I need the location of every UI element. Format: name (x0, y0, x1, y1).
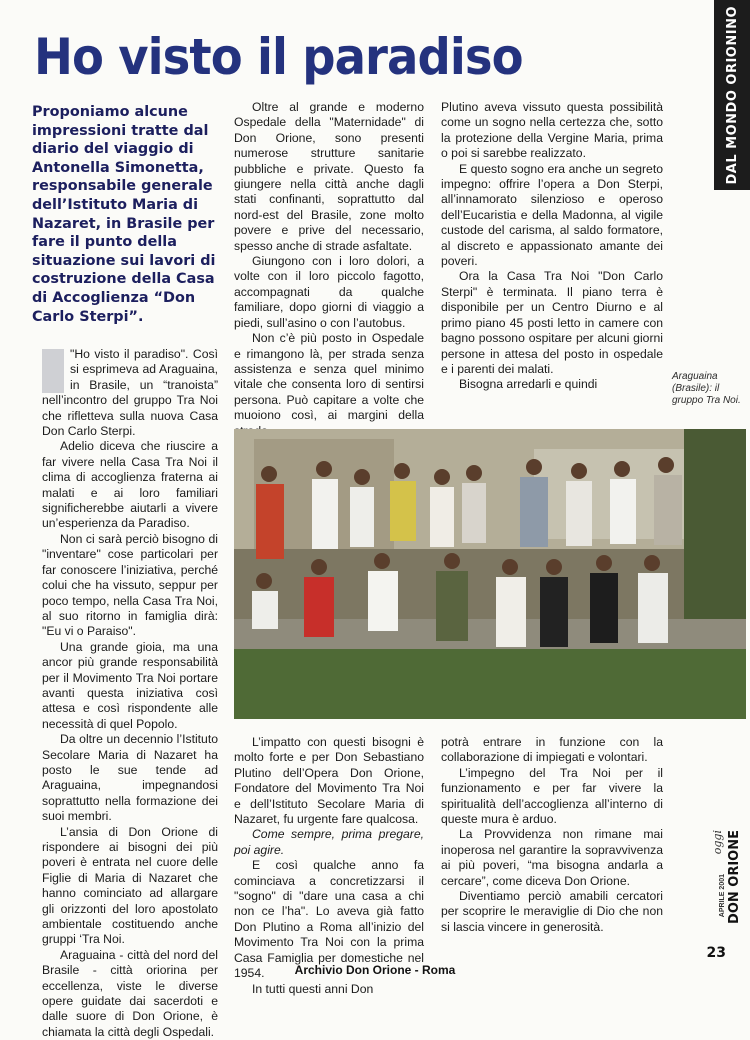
paragraph: Non ci sarà perciò bisogno di "inventare" cose particolari per far conoscere l’iniziativa, perché colui che ha vissuto, seppur per poco tempo, nella Casa Tra Noi, al suo ritorno in famiglia dirà: "Eu vi o Paraiso". (42, 531, 218, 639)
paragraph: Come sempre, prima pregare, poi agire. (234, 827, 424, 857)
issue-date: APRILE 2001 (719, 874, 726, 918)
group-photo (234, 429, 746, 719)
column-1 (42, 347, 218, 1040)
column-5 (441, 735, 663, 935)
paragraph: Giungono con i loro dolori, a volte con il loro piccolo fagotto, accompagnati da qualche familiare, dopo giorni di viaggio a piedi, sull’asino o con l’autobus. (234, 254, 424, 330)
article-title: Ho visto il paradiso (34, 28, 523, 86)
paragraph: Diventiamo perciò amabili cercatori per scoprire le meraviglie di Dio che non si lascia vincere in generosità. (441, 889, 663, 934)
paragraph: Una grande gioia, ma una ancor più grande responsabilità per il Movimento Tra Noi portare avanti questa iniziativa così attesa e così rispondente alle necessità di quel Popolo. (42, 639, 218, 731)
paragraph: Bisogna arredarli e quindi (459, 377, 598, 392)
column-3 (441, 100, 663, 393)
section-tab (714, 0, 750, 190)
paragraph: E così qualche anno fa cominciava a concretizzarsi il "sogno" di "dare una casa a chi non ce l’ha". Lo aveva già fatto Don Plutino a Roma all’inizio del Movimento Tra Noi con la prima Casa Famiglia per domestiche nel 1954. (234, 858, 424, 981)
paragraph: E questo sogno era anche un segreto impegno: offrire l’opera a Don Sterpi, all’innamorato silenzioso e operoso dell’Eucaristia e della Madonna, al vigile custode del carisma, al saldo formatore, al discreto e appassionato amante dei poveri. (441, 161, 663, 269)
archive-credit: Archivio Don Orione - Roma (294, 963, 456, 977)
quote-mark-icon (42, 349, 64, 393)
photo-caption: Araguaina (Brasile): il gruppo Tra Noi. (672, 371, 741, 406)
paragraph: Plutino aveva vissuto questa possibilità come un sogno nella certezza che, sotto la protezione della Vergine Maria, prima o poi si sarebbe realizzato. (441, 100, 663, 161)
paragraph: Adelio diceva che riuscire a far vivere nella Casa Tra Noi il clima di accoglienza fraterna ai malati e ai loro familiari significherebbe aiutarli a vivere un’esperienza da Paradiso. (42, 439, 218, 531)
brand-name: DON ORIONE (727, 830, 742, 924)
paragraph: L’impatto con questi bisogni è molto forte e per Don Sebastiano Plutino dell’Opera Don Orione, Fondatore del Movimento Tra Noi e dell’Istituto Secolare Maria di Nazaret, fu urgente fare qualcosa. (234, 735, 424, 827)
paragraph: "Ho visto il paradiso". Così si esprimeva ad Araguaina, in Brasile, un “tranoista” nell’incontro del gruppo Tra Noi che rifletteva sulla nuova Casa Don Carlo Sterpi. (42, 347, 218, 439)
paragraph: Araguaina - città del nord del Brasile - città oriorina per eccellenza, viste le diverse opere guidate dai sacerdoti e dalle suore di Don Orione, è chiamata la città degli Ospedali. (42, 947, 218, 1039)
paragraph: potrà entrare in funzione con la collaborazione di impiegati e volontari. (441, 735, 663, 765)
paragraph: Ora la Casa Tra Noi "Don Carlo Sterpi" è terminata. Il piano terra è disponibile per un Centro Diurno e al primo piano 45 posti letto in camere con bagno possono ospitare per alcuni giorni persone in attesa del posto in ospedale e i parenti dei malati. (441, 269, 663, 376)
group-photo-illustration (234, 429, 746, 719)
column-2 (234, 100, 424, 439)
paragraph: L’ansia di Don Orione di rispondere ai bisogni dei più poveri è entrata nel cuore delle Figlie di Maria di Nazaret che hanno cominciato ad allargare gli orizzonti del loro apostolato ambientale costituendo anche gruppi ‘Tra Noi. (42, 824, 218, 947)
paragraph: La Provvidenza non rimane mai inoperosa nel garantire la sopravvivenza ai più poveri, “ma bisogna andarla a cercare”, come diceva Don Orione. (441, 827, 663, 888)
paragraph: L’impegno del Tra Noi per il funzionamento e per far vivere la spiritualità dell’accoglienza all’interno di queste mura è arduo. (441, 765, 663, 827)
paragraph: Oltre al grande e moderno Ospedale della "Maternidade" di Don Orione, sono presenti numerose strutture sanitarie pubbliche e private. Questo fa giungere nella città anche dagli stati confinanti, soprattutto dal nord-est del Brasile, zone molto povere e prive del necessario, spesso anche di strade asfaltate. (234, 100, 424, 253)
column-4 (234, 735, 424, 997)
lead-paragraph: Proponiamo alcune impressioni tratte dal diario del viaggio di Antonella Simonetta, responsabile generale dell’Istituto Maria di Nazaret, in Brasile per fare il punto della situazione sui lavori di costruzione della Casa di Accoglienza “Don Carlo Sterpi”. (32, 104, 216, 325)
paragraph: Da oltre un decennio l’Istituto Secolare Maria di Nazaret ha posto le sue tende ad Araguaina, impegnandosi soprattutto nella formazione dei suoi membri. (42, 732, 218, 824)
magazine-brand (704, 830, 744, 950)
section-tab-label: DAL MONDO ORIONINO (724, 5, 740, 185)
brand-oggi: oggi (711, 830, 724, 855)
page-number: 23 (706, 945, 726, 961)
paragraph: Non c’è più posto in Ospedale e rimangono là, per strada senza assistenza e senza quel minimo vitale che consenta loro di sentirsi persona. Può capitare a volte che muoiono così, ai margini della (234, 331, 424, 423)
paragraph: In tutti questi anni Don (252, 981, 374, 996)
